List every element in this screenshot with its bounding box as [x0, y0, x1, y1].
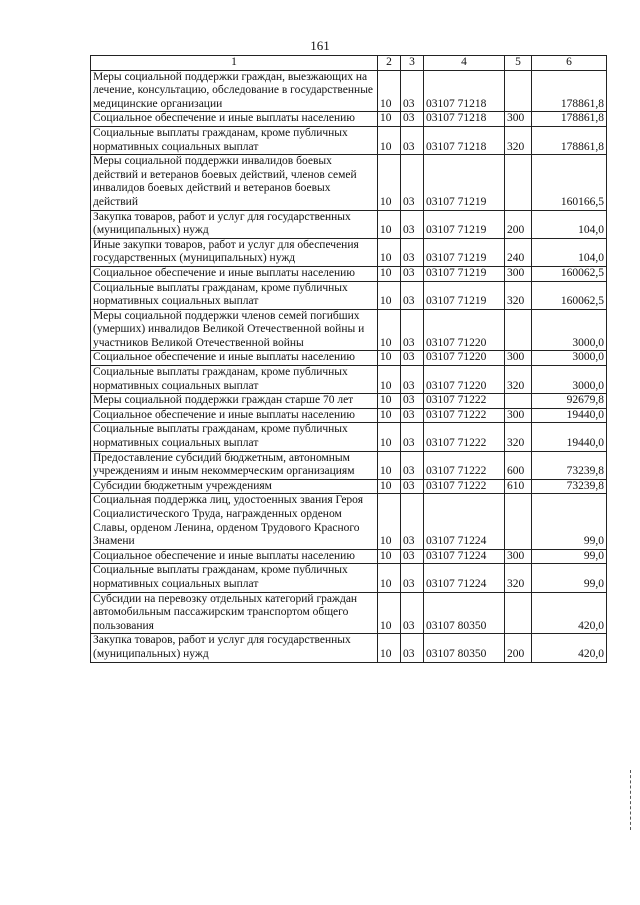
- cell-expense-type: 240: [505, 238, 532, 266]
- cell-expense-type: 320: [505, 281, 532, 309]
- cell-name: Социальные выплаты гражданам, кроме публичных нормативных социальных выплат: [91, 423, 378, 451]
- cell-target-article: 03107 71222: [424, 423, 505, 451]
- cell-section: 10: [378, 549, 401, 564]
- cell-name: Закупка товаров, работ и услуг для государственных (муниципальных) нужд: [91, 634, 378, 662]
- cell-name: Меры социальной поддержки инвалидов боевых действий и ветеранов боевых действий, членов семей инвалидов боевых действий и ветеранов боевых действий: [91, 155, 378, 210]
- cell-amount: 3000,0: [532, 366, 607, 394]
- cell-section: 10: [378, 394, 401, 409]
- cell-amount: 160062,5: [532, 266, 607, 281]
- table-row: [91, 210, 607, 238]
- cell-target-article: 03107 71218: [424, 70, 505, 112]
- cell-amount: 104,0: [532, 238, 607, 266]
- column-header: 5: [505, 56, 532, 71]
- cell-amount: 73239,8: [532, 479, 607, 494]
- cell-target-article: 03107 71218: [424, 126, 505, 154]
- cell-expense-type: 300: [505, 408, 532, 423]
- table-row: [91, 155, 607, 210]
- table-row: [91, 479, 607, 494]
- table-row: [91, 266, 607, 281]
- cell-subsection: 03: [401, 451, 424, 479]
- cell-expense-type: [505, 592, 532, 634]
- cell-amount: 73239,8: [532, 451, 607, 479]
- cell-subsection: 03: [401, 238, 424, 266]
- cell-name: Социальное обеспечение и иные выплаты населению: [91, 549, 378, 564]
- cell-section: 10: [378, 70, 401, 112]
- cell-section: 10: [378, 408, 401, 423]
- cell-section: 10: [378, 238, 401, 266]
- table-row: [91, 112, 607, 127]
- cell-amount: 420,0: [532, 634, 607, 662]
- cell-target-article: 03107 71222: [424, 408, 505, 423]
- cell-amount: 19440,0: [532, 408, 607, 423]
- cell-name: Меры социальной поддержки граждан, выезжающих на лечение, консультацию, обследование в государственные медицинские организации: [91, 70, 378, 112]
- cell-name: Социальные выплаты гражданам, кроме публичных нормативных социальных выплат: [91, 366, 378, 394]
- cell-name: Социальное обеспечение и иные выплаты населению: [91, 351, 378, 366]
- table-row: [91, 634, 607, 662]
- cell-name: Предоставление субсидий бюджетным, автономным учреждениям и иным некоммерческим организациям: [91, 451, 378, 479]
- cell-amount: 3000,0: [532, 309, 607, 351]
- cell-subsection: 03: [401, 634, 424, 662]
- cell-amount: 178861,8: [532, 70, 607, 112]
- table-row: [91, 366, 607, 394]
- cell-section: 10: [378, 451, 401, 479]
- cell-name: Меры социальной поддержки граждан старше 70 лет: [91, 394, 378, 409]
- cell-name: Иные закупки товаров, работ и услуг для обеспечения государственных (муниципальных) нужд: [91, 238, 378, 266]
- cell-section: 10: [378, 126, 401, 154]
- table-row: [91, 564, 607, 592]
- cell-name: Социальная поддержка лиц, удостоенных звания Героя Социалистического Труда, награжденных орденом Славы, орденом Ленина, орденом Трудового Красного Знамени: [91, 494, 378, 549]
- cell-amount: 3000,0: [532, 351, 607, 366]
- cell-subsection: 03: [401, 309, 424, 351]
- cell-name: Закупка товаров, работ и услуг для государственных (муниципальных) нужд: [91, 210, 378, 238]
- cell-expense-type: [505, 70, 532, 112]
- cell-expense-type: 200: [505, 634, 532, 662]
- cell-subsection: 03: [401, 494, 424, 549]
- cell-section: 10: [378, 494, 401, 549]
- scan-edge-mark: [630, 770, 632, 830]
- cell-expense-type: 320: [505, 366, 532, 394]
- cell-amount: 178861,8: [532, 126, 607, 154]
- table-row: [91, 592, 607, 634]
- cell-amount: 178861,8: [532, 112, 607, 127]
- table-row: [91, 309, 607, 351]
- cell-subsection: 03: [401, 408, 424, 423]
- cell-target-article: 03107 80350: [424, 592, 505, 634]
- table-row: [91, 281, 607, 309]
- cell-name: Социальные выплаты гражданам, кроме публичных нормативных социальных выплат: [91, 281, 378, 309]
- cell-target-article: 03107 71219: [424, 155, 505, 210]
- cell-name: Субсидии на перевозку отдельных категорий граждан автомобильным пассажирским транспортом общего пользования: [91, 592, 378, 634]
- cell-expense-type: 200: [505, 210, 532, 238]
- cell-amount: 99,0: [532, 564, 607, 592]
- cell-amount: 160166,5: [532, 155, 607, 210]
- cell-target-article: 03107 71224: [424, 494, 505, 549]
- cell-subsection: 03: [401, 351, 424, 366]
- cell-subsection: 03: [401, 564, 424, 592]
- cell-target-article: 03107 71218: [424, 112, 505, 127]
- cell-name: Социальное обеспечение и иные выплаты населению: [91, 408, 378, 423]
- cell-expense-type: [505, 494, 532, 549]
- table-row: [91, 408, 607, 423]
- cell-subsection: 03: [401, 266, 424, 281]
- cell-subsection: 03: [401, 155, 424, 210]
- cell-amount: 160062,5: [532, 281, 607, 309]
- cell-section: 10: [378, 592, 401, 634]
- cell-target-article: 03107 71220: [424, 309, 505, 351]
- cell-expense-type: 300: [505, 266, 532, 281]
- column-header: 3: [401, 56, 424, 71]
- cell-section: 10: [378, 479, 401, 494]
- cell-section: 10: [378, 351, 401, 366]
- budget-table: [90, 55, 607, 663]
- cell-amount: 104,0: [532, 210, 607, 238]
- cell-subsection: 03: [401, 549, 424, 564]
- cell-target-article: 03107 71224: [424, 564, 505, 592]
- cell-expense-type: 320: [505, 126, 532, 154]
- cell-amount: 99,0: [532, 549, 607, 564]
- header-row: [91, 56, 607, 71]
- cell-amount: 19440,0: [532, 423, 607, 451]
- cell-target-article: 03107 71222: [424, 479, 505, 494]
- table-body: [91, 70, 607, 662]
- cell-target-article: 03107 71219: [424, 266, 505, 281]
- table-row: [91, 549, 607, 564]
- cell-name: Меры социальной поддержки членов семей погибших (умерших) инвалидов Великой Отечественной войны и участников Великой Отечественной войны: [91, 309, 378, 351]
- cell-subsection: 03: [401, 281, 424, 309]
- cell-section: 10: [378, 366, 401, 394]
- cell-target-article: 03107 71222: [424, 451, 505, 479]
- column-header: 6: [532, 56, 607, 71]
- cell-expense-type: 320: [505, 423, 532, 451]
- cell-target-article: 03107 80350: [424, 634, 505, 662]
- cell-amount: 92679,8: [532, 394, 607, 409]
- cell-expense-type: 300: [505, 549, 532, 564]
- cell-subsection: 03: [401, 210, 424, 238]
- cell-section: 10: [378, 155, 401, 210]
- table-row: [91, 451, 607, 479]
- cell-expense-type: 320: [505, 564, 532, 592]
- cell-name: Социальные выплаты гражданам, кроме публичных нормативных социальных выплат: [91, 564, 378, 592]
- table-row: [91, 238, 607, 266]
- cell-section: 10: [378, 266, 401, 281]
- cell-subsection: 03: [401, 423, 424, 451]
- cell-target-article: 03107 71219: [424, 281, 505, 309]
- table-row: [91, 70, 607, 112]
- cell-subsection: 03: [401, 70, 424, 112]
- cell-section: 10: [378, 309, 401, 351]
- cell-expense-type: 600: [505, 451, 532, 479]
- cell-subsection: 03: [401, 126, 424, 154]
- column-header: 4: [424, 56, 505, 71]
- cell-target-article: 03107 71222: [424, 394, 505, 409]
- cell-target-article: 03107 71219: [424, 238, 505, 266]
- cell-section: 10: [378, 112, 401, 127]
- cell-target-article: 03107 71219: [424, 210, 505, 238]
- cell-subsection: 03: [401, 479, 424, 494]
- table-row: [91, 394, 607, 409]
- cell-name: Социальные выплаты гражданам, кроме публичных нормативных социальных выплат: [91, 126, 378, 154]
- cell-expense-type: 610: [505, 479, 532, 494]
- cell-section: 10: [378, 634, 401, 662]
- column-header: 2: [378, 56, 401, 71]
- cell-expense-type: 300: [505, 112, 532, 127]
- cell-name: Социальное обеспечение и иные выплаты населению: [91, 266, 378, 281]
- cell-amount: 420,0: [532, 592, 607, 634]
- cell-name: Субсидии бюджетным учреждениям: [91, 479, 378, 494]
- cell-name: Социальное обеспечение и иные выплаты населению: [91, 112, 378, 127]
- cell-expense-type: 300: [505, 351, 532, 366]
- cell-expense-type: [505, 155, 532, 210]
- cell-target-article: 03107 71224: [424, 549, 505, 564]
- table-row: [91, 351, 607, 366]
- cell-target-article: 03107 71220: [424, 366, 505, 394]
- cell-subsection: 03: [401, 366, 424, 394]
- table-row: [91, 494, 607, 549]
- cell-amount: 99,0: [532, 494, 607, 549]
- cell-expense-type: [505, 309, 532, 351]
- page-number: 161: [310, 38, 330, 53]
- cell-section: 10: [378, 423, 401, 451]
- column-header: 1: [91, 56, 378, 71]
- cell-section: 10: [378, 564, 401, 592]
- table-row: [91, 126, 607, 154]
- cell-target-article: 03107 71220: [424, 351, 505, 366]
- cell-subsection: 03: [401, 112, 424, 127]
- cell-section: 10: [378, 210, 401, 238]
- cell-subsection: 03: [401, 394, 424, 409]
- cell-expense-type: [505, 394, 532, 409]
- cell-section: 10: [378, 281, 401, 309]
- cell-subsection: 03: [401, 592, 424, 634]
- table-row: [91, 423, 607, 451]
